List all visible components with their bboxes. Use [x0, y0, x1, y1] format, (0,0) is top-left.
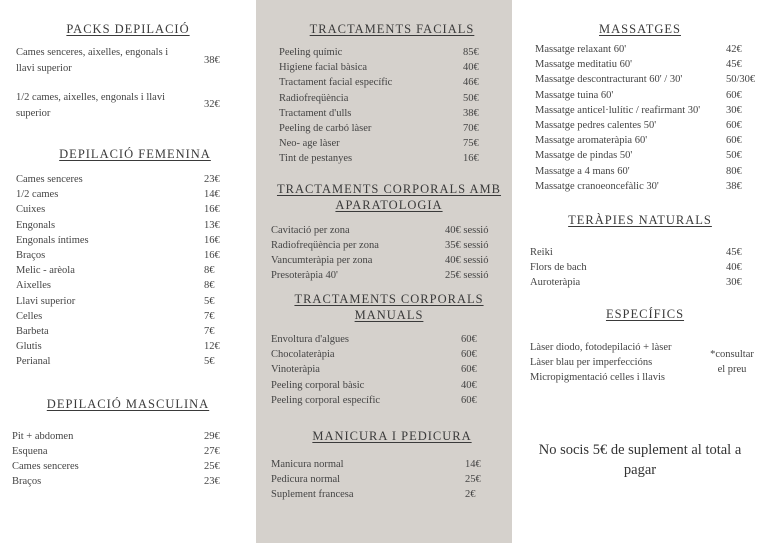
service-name: Peeling corporal bàsic	[271, 379, 365, 391]
service-price: 16€	[463, 153, 479, 165]
service-name: Chocolateràpia	[271, 349, 335, 361]
service-name: Micropigmentació celles i llavis	[530, 372, 666, 383]
service-name: Aixelles	[16, 280, 51, 292]
service-name: Higiene facial bàsica	[279, 62, 368, 74]
service-price: 2€	[465, 489, 476, 501]
service-name: Massatge cranoeoncefàlic 30'	[535, 180, 659, 192]
service-name: Reiki	[530, 247, 553, 258]
service-name: Manicura normal	[271, 459, 344, 470]
service-price: 60€	[461, 364, 477, 376]
service-name: Radiofreqüència	[279, 92, 349, 104]
service-name: Envoltura d'algues	[271, 334, 349, 345]
service-name: Peeling de carbó làser	[279, 123, 372, 134]
service-name: Radiofreqüència per zona	[271, 240, 379, 251]
service-price: 23€	[204, 476, 220, 487]
service-price: 25€	[204, 461, 220, 472]
service-name: Celles	[16, 310, 43, 322]
service-name: Cames senceres	[16, 174, 83, 185]
service-name: Engonals íntimes	[16, 234, 89, 246]
service-name: Cavitació per zona	[271, 225, 350, 236]
service-name: Làser blau per imperfeccións	[530, 357, 653, 368]
service-price: 75€	[463, 138, 479, 150]
section-title: TRACTAMENTS FACIALS	[309, 22, 475, 36]
section-title: MASSATGES	[599, 22, 681, 36]
service-price: 16€	[204, 250, 220, 261]
service-price: 38€	[463, 107, 479, 119]
service-price: 7€	[204, 326, 215, 337]
service-price: 45€	[726, 59, 742, 71]
service-price: 50€	[463, 92, 479, 104]
service-name: Neo- age làser	[279, 138, 340, 150]
section-title: DEPILACIÓ FEMENINA	[59, 147, 211, 161]
service-price: 14€	[465, 459, 481, 470]
service-price: 38€	[204, 55, 220, 66]
service-name: Tractament d'ulls	[279, 107, 352, 119]
service-price: 12€	[204, 341, 220, 353]
service-price: 5€	[204, 295, 215, 307]
service-price: 5€	[204, 356, 215, 368]
section-title: APARATOLOGIA	[335, 198, 443, 212]
service-name: Llavi superior	[16, 295, 76, 307]
service-name: Massatge tuina 60'	[535, 89, 614, 101]
service-price: 8€	[204, 265, 215, 277]
service-price: 40€	[726, 262, 742, 273]
service-name: Glutis	[16, 341, 42, 353]
service-price: 35€ sessió	[445, 240, 489, 251]
service-price: 8€	[204, 280, 215, 292]
service-name: Peeling químic	[279, 47, 343, 58]
service-name: Massatge relaxant 60'	[535, 44, 627, 55]
service-price: 80€	[726, 165, 742, 177]
column-massatges	[512, 0, 768, 543]
service-price: 45€	[726, 247, 742, 258]
consult-price-note	[702, 347, 762, 377]
service-name: Vinoteràpia	[271, 364, 320, 376]
service-price: 27€	[204, 446, 220, 457]
service-name: Massatge descontracturant 60' / 30'	[535, 74, 683, 86]
service-price: 60€	[726, 135, 742, 147]
service-name: Flors de bach	[530, 262, 587, 273]
service-name: Vancumteràpia per zona	[271, 255, 373, 266]
service-name: Massatge anticel·lulític / reafirmant 30'	[535, 104, 701, 116]
service-price: 50€	[726, 150, 742, 162]
service-price: 29€	[204, 431, 220, 442]
service-price: 40€	[461, 379, 477, 391]
service-name: Peeling corporal específic	[271, 394, 381, 406]
footer-line-1: No socis 5€ de suplement al total a	[538, 442, 742, 458]
service-price: 46€	[463, 77, 479, 89]
service-name: 1/2 cames	[16, 189, 59, 201]
service-name: Làser diodo, fotodepilació + làser	[530, 342, 672, 353]
service-price: 30€	[726, 104, 742, 116]
service-price: 50/30€	[726, 74, 756, 86]
service-price: 60€	[461, 349, 477, 361]
service-name: Tractament facial específic	[279, 77, 393, 89]
service-price: 60€	[461, 394, 477, 406]
service-name: 1/2 cames, aixelles, engonals i llavi superior	[16, 92, 165, 119]
column-tractaments	[256, 0, 512, 543]
section-title: DEPILACIÓ MASCULINA	[46, 397, 210, 411]
service-name: Massatge a 4 mans 60'	[535, 165, 630, 177]
service-name: Presoteràpia 40'	[271, 270, 338, 281]
service-price: 13€	[204, 219, 220, 231]
service-name: Auroteràpia	[530, 277, 581, 288]
note-line-2: el preu	[717, 364, 747, 375]
service-price: 60€	[726, 89, 742, 101]
service-price: 60€	[461, 334, 477, 345]
note-line-1: *consultar	[710, 349, 754, 360]
service-price: 70€	[463, 123, 479, 134]
footer-note	[512, 440, 768, 480]
service-price: 25€ sessió	[445, 270, 489, 281]
service-price: 85€	[463, 47, 479, 58]
service-name: Cames senceres, aixelles, engonals i llavi superior	[16, 47, 169, 74]
service-name: Engonals	[16, 219, 56, 231]
service-name: Tint de pestanyes	[279, 153, 353, 165]
service-price: 38€	[726, 180, 742, 192]
service-price: 40€ sessió	[445, 225, 489, 236]
service-name: Suplement francesa	[271, 489, 354, 501]
service-name: Barbeta	[16, 326, 49, 337]
service-price: 16€	[204, 234, 220, 246]
service-name: Pedicura normal	[271, 474, 341, 486]
service-name: Braços	[16, 250, 46, 261]
column-depilacio	[0, 0, 256, 543]
service-name: Massatge aromateràpia 60'	[535, 135, 648, 147]
footer-line-2: pagar	[623, 462, 657, 478]
section-title: TERÀPIES NATURALS	[568, 213, 712, 227]
service-price: 40€ sessió	[445, 255, 489, 266]
service-name: Melic - arèola	[16, 265, 75, 277]
section-title: PACKS DEPILACIÓ	[66, 22, 190, 36]
service-price: 40€	[463, 62, 479, 74]
service-name: Esquena	[12, 446, 48, 457]
section-title: MANICURA I PEDICURA	[312, 429, 472, 443]
service-name: Perianal	[16, 356, 51, 368]
service-price: 60€	[726, 120, 742, 131]
service-price: 25€	[465, 474, 481, 486]
service-price: 30€	[726, 277, 742, 288]
service-name: Cuixes	[16, 204, 46, 216]
service-price: 16€	[204, 204, 220, 216]
section-title: TRACTAMENTS CORPORALS AMB	[276, 182, 502, 196]
section-title: ESPECÍFICS	[605, 307, 685, 321]
section-title: TRACTAMENTS CORPORALS	[294, 292, 484, 306]
service-name: Pit + abdomen	[12, 431, 74, 442]
service-name: Massatge de pindas 50'	[535, 150, 633, 162]
section-title: MANUALS	[354, 308, 424, 322]
service-price: 14€	[204, 189, 220, 201]
service-name: Massatge meditatiu 60'	[535, 59, 632, 71]
service-name: Cames senceres	[12, 461, 79, 472]
service-price: 7€	[204, 310, 215, 322]
service-price: 42€	[726, 44, 742, 55]
service-price: 23€	[204, 174, 220, 185]
service-price: 32€	[204, 99, 220, 110]
service-name: Braços	[12, 476, 42, 487]
service-name: Massatge pedres calentes 50'	[535, 120, 657, 131]
